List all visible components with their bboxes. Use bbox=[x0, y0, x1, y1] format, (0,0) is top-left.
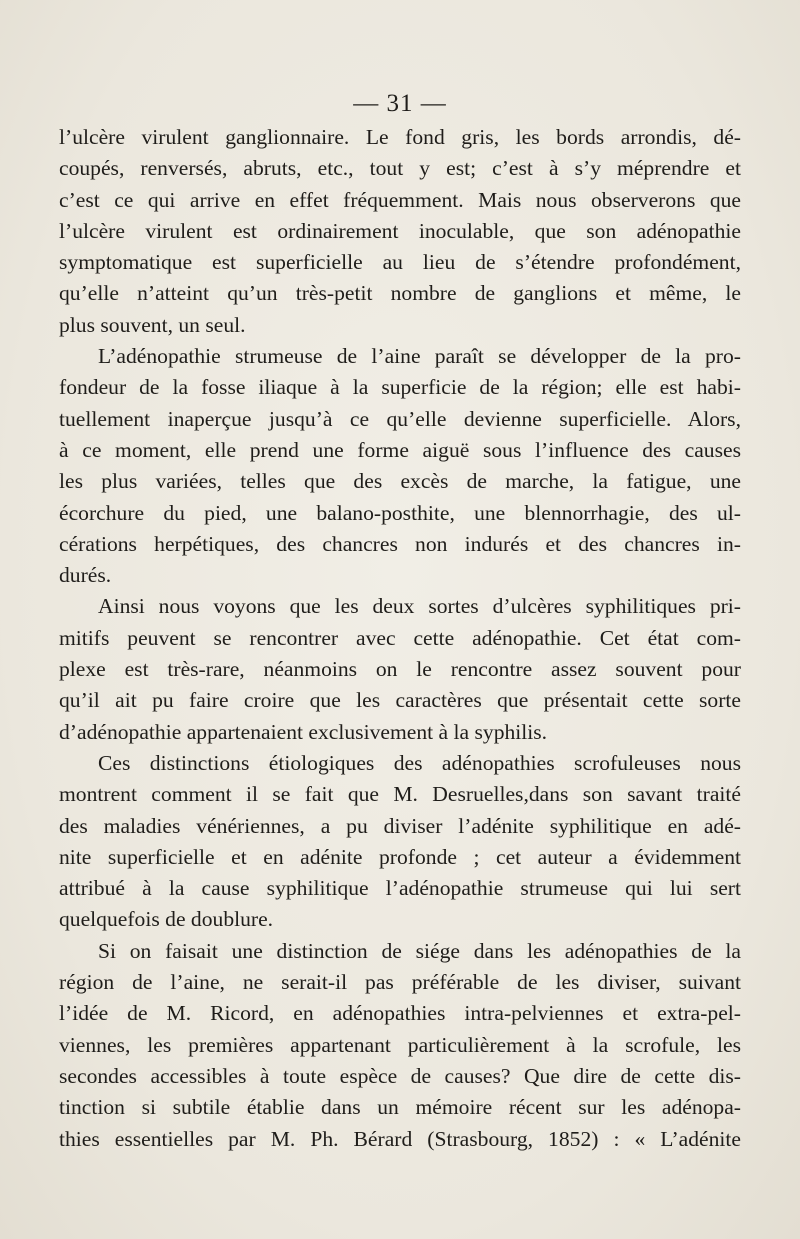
text-line: symptomatique est superficielle au lieu de s’étendre profondément, bbox=[59, 250, 741, 275]
text-line: des maladies vénériennes, a pu diviser l’adénite syphilitique en adé- bbox=[59, 813, 741, 838]
text-line: à ce moment, elle prend une forme aiguë sous l’influence des causes bbox=[59, 437, 741, 462]
text-line: nite superficielle et en adénite profonde ; cet auteur a évidemment bbox=[59, 844, 741, 869]
text-line: qu’il ait pu faire croire que les caractères que présentait cette sorte bbox=[59, 688, 741, 713]
text-line: qu’elle n’atteint qu’un très-petit nombre de ganglions et même, le bbox=[59, 281, 741, 306]
text-line: cérations herpétiques, des chancres non indurés et des chancres in- bbox=[59, 531, 741, 556]
text-line: L’adénopathie strumeuse de l’aine paraît se développer de la pro- bbox=[98, 344, 741, 369]
text-line: plus souvent, un seul. bbox=[59, 312, 246, 337]
text-line: secondes accessibles à toute espèce de causes? Que dire de cette dis- bbox=[59, 1063, 741, 1088]
text-line: Ces distinctions étiologiques des adénopathies scrofuleuses nous bbox=[98, 750, 741, 775]
text-line: tinction si subtile établie dans un mémoire récent sur les adénopa- bbox=[59, 1095, 741, 1120]
text-line: l’ulcère virulent est ordinairement inoculable, que son adénopathie bbox=[59, 218, 741, 243]
text-line: c’est ce qui arrive en effet fréquemment. Mais nous observerons que bbox=[59, 187, 741, 212]
text-line: montrent comment il se fait que M. Desruelles,dans son savant traité bbox=[59, 782, 741, 807]
text-line: viennes, les premières appartenant particulièrement à la scrofule, les bbox=[59, 1032, 741, 1057]
text-line: quelquefois de doublure. bbox=[59, 907, 274, 932]
text-line: région de l’aine, ne serait-il pas préférable de les diviser, suivant bbox=[59, 970, 741, 995]
text-line: attribué à la cause syphilitique l’adénopathie strumeuse qui lui sert bbox=[59, 876, 741, 901]
text-line: l’idée de M. Ricord, en adénopathies intra-pelviennes et extra-pel- bbox=[59, 1001, 741, 1026]
text-line: les plus variées, telles que des excès de marche, la fatigue, une bbox=[59, 469, 741, 494]
text-line: l’ulcère virulent ganglionnaire. Le fond gris, les bords arrondis, dé- bbox=[59, 125, 741, 149]
text-line: tuellement inaperçue jusqu’à ce qu’elle devienne superficielle. Alors, bbox=[59, 406, 741, 431]
body-text bbox=[59, 122, 741, 1155]
page-number: — 31 — bbox=[353, 90, 447, 117]
text-line: durés. bbox=[59, 563, 112, 588]
text-line: d’adénopathie appartenaient exclusivement à la syphilis. bbox=[59, 719, 548, 744]
text-line: plexe est très-rare, néanmoins on le rencontre assez souvent pour bbox=[59, 657, 741, 682]
text-line: écorchure du pied, une balano-posthite, une blennorrhagie, des ul- bbox=[59, 500, 741, 525]
text-line: fondeur de la fosse iliaque à la superficie de la région; elle est habi- bbox=[59, 375, 741, 400]
text-line: Si on faisait une distinction de siége dans les adénopathies de la bbox=[98, 938, 741, 963]
text-line: mitifs peuvent se rencontrer avec cette adénopathie. Cet état com- bbox=[59, 625, 741, 650]
text-line: coupés, renversés, abruts, etc., tout y est; c’est à s’y méprendre et bbox=[59, 156, 741, 181]
text-line: thies essentielles par M. Ph. Bérard (Strasbourg, 1852) : « L’adénite bbox=[59, 1126, 741, 1151]
text-line: Ainsi nous voyons que les deux sortes d’ulcères syphilitiques pri- bbox=[98, 594, 741, 619]
